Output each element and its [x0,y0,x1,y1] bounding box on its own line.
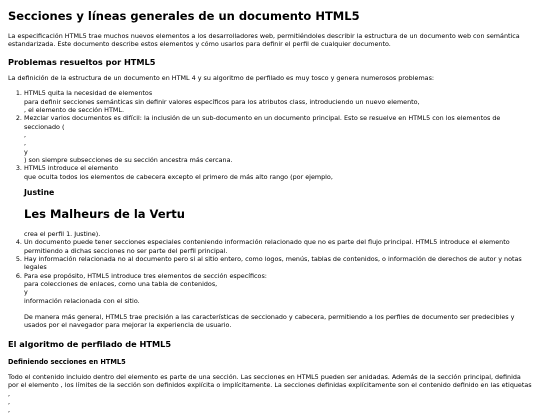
list-item-line: ) son siempre subsecciones de su sección ancestra más cercana. [24,156,233,165]
defining-sections-text: Todo el contenido incluido dentro del elemento es parte de una sección. Las secciones en HTML5 pueden ser anidadas. Además de la sección principal, definida por el elemento , los límites de la sección son definidos explícita o implícitamente. La secciones definidas explícitamente son el contenido definido en las etiquetas , [8,372,532,398]
list-item-line: y [24,147,28,156]
list-item: 5. Hay información relacionada no al documento pero si al sitio entero, como logos, menús, tablas de contenidos, o información de derechos de autor y notas legales [24,255,532,272]
list-item-line: y [24,288,28,297]
trailing-comma: , [8,397,11,406]
list-item-line: , [24,131,27,140]
list-item-line: , el elemento de sección HTML. [24,106,124,115]
list-item-line: para definir secciones semánticas sin definir valores específicos para los atributos class, introduciendo un nuevo elemento, [24,97,420,106]
list-item-line: 6. Para ese propósito, HTML5 introduce tres elementos de sección específicos: [24,271,267,280]
closing-paragraph: De manera más general, HTML5 trae precisión a las características de seccionado y cabecera, permitiendo a los perfiles de documento ser predecibles y usados por el navegador para mejorar la experiencia de usuario. [24,313,515,330]
list-item [24,164,532,238]
list-item-line: crea el perfil 1. Justine). [24,230,101,239]
subsection-heading-defining: Definiendo secciones en HTML5 [8,358,126,367]
list-item-line: información relacionada con el sitio. [24,296,140,305]
list-item-line: 2. Mezclar varios documentos es difícil: la inclusión de un sub-documento en un documento principal. Esto se resuelve en HTML5 con los elementos de seccionado ( [24,114,501,131]
problems-list [8,89,532,329]
problems-intro-paragraph: La definición de la estructura de un documento en HTML 4 y su algoritmo de perfilado es muy tosco y genera numerosos problemas: [8,74,435,83]
trailing-comma: , [8,406,11,415]
list-item [24,272,532,330]
list-item: 4. Un documento puede tener secciones especiales conteniendo información relacionado que no es parte del flujo principal. HTML5 introduce el elemento permitiendo a dichas secciones no ser parte del perfil principal. [24,238,532,255]
page-title: Secciones y líneas generales de un documento HTML5 [8,9,360,23]
example-heading-malheurs: Les Malheurs de la Vertu [24,207,185,222]
list-item-line: 1. HTML5 quita la necesidad de elementos [24,89,153,98]
example-heading-justine: Justine [24,188,55,198]
intro-paragraph: La especificación HTML5 trae muchos nuevos elementos a los desarrolladores web, permitiéndoles describir la estructura de un documento web con semántica estandarizada. Este documento describe estos elementos y cómo usarlos para definir el perfil de cualquier documento. [8,31,520,49]
list-item [24,89,532,114]
list-item-line: , [24,139,27,148]
section-heading-problems: Problemas resueltos por HTML5 [8,57,156,68]
section-heading-algorithm: El algoritmo de perfilado de HTML5 [8,338,172,349]
list-item [24,114,532,164]
list-item-line: para colecciones de enlaces, como una tabla de contenidos, [24,280,218,289]
defining-sections-paragraph [8,373,532,415]
list-item-line: 3. HTML5 introduce el elemento [24,164,119,173]
list-item-line: que oculta todos los elementos de cabecera excepto el primero de más alto rango (por ejemplo, [24,172,333,181]
